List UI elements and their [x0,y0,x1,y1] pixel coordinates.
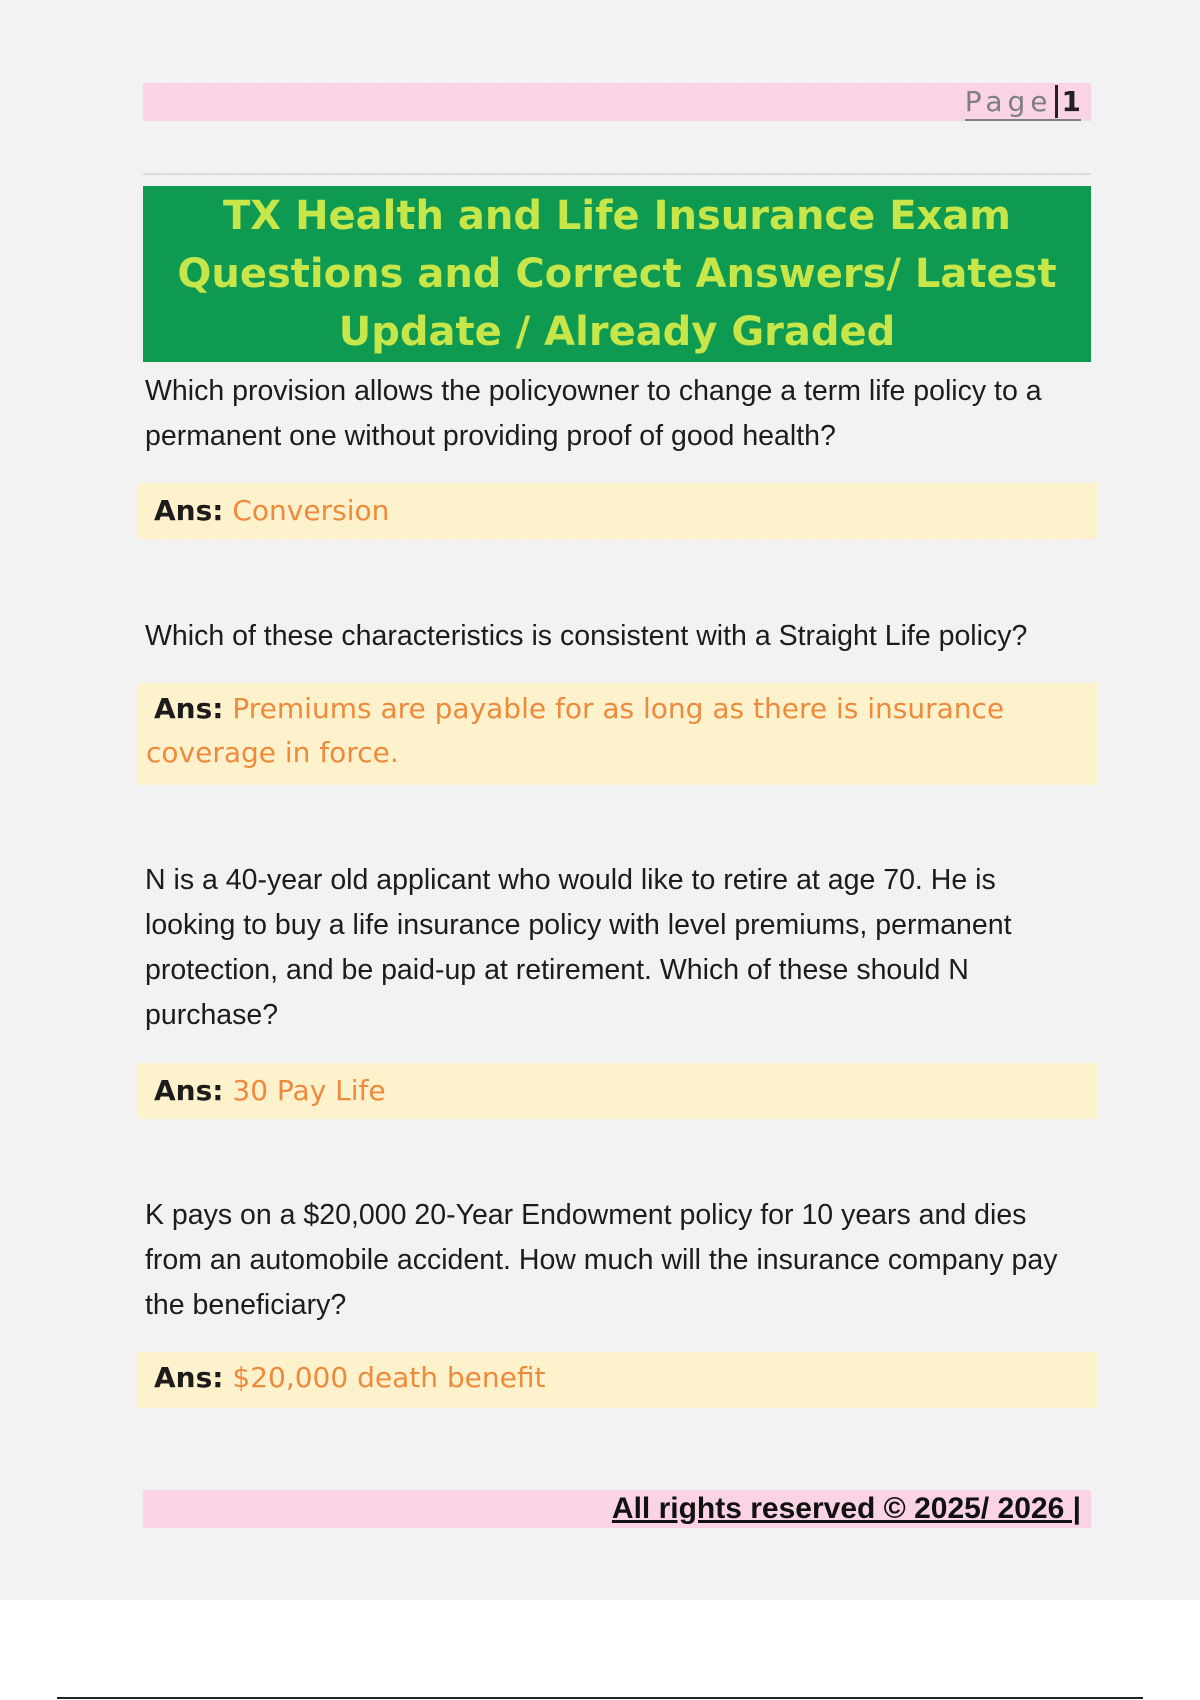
answer-label: Ans: [154,494,224,527]
page-footer [143,1490,1091,1528]
page-label: Page [964,85,1053,118]
page-number-value: 1 [1055,85,1081,118]
question-4: K pays on a $20,000 20-Year Endowment policy for 10 years and dies from an automobile accident. How much will the insurance company pay the beneficiary? [145,1199,1058,1321]
answer-1-box [138,483,1098,539]
answer-2 [146,687,1046,775]
question-3: N is a 40-year old applicant who would like to retire at age 70. He is looking to buy a life insurance policy with level premiums, permanent protection, and be paid-up at retirement. Which of these should N purchase? [145,864,1012,1031]
answer-1 [146,489,1098,533]
title-banner [143,186,1091,362]
next-page-edge [57,1697,1143,1699]
question-1: Which provision allows the policyowner to change a term life policy to a permanent one without providing proof of good health? [145,375,1042,452]
page-header [143,83,1091,121]
answer-4 [146,1356,1098,1400]
answer-4-box [138,1352,1098,1408]
answer-2-text: Premiums are payable for as long as there is insurance coverage in force. [146,692,1005,769]
answer-label: Ans: [154,1074,224,1107]
answer-label: Ans: [154,692,224,725]
copyright-notice: All rights reserved © 2025/ 2026 | [611,1492,1081,1525]
answer-1-text: Conversion [232,494,390,527]
page-number [965,85,1081,121]
question-2: Which of these characteristics is consistent with a Straight Life policy? [145,620,1028,652]
answer-2-box [138,683,1098,785]
answer-label: Ans: [154,1361,224,1394]
answer-4-text: $20,000 death benefit [232,1361,546,1394]
answer-3 [146,1069,1098,1113]
header-divider [143,173,1091,175]
answer-3-text: 30 Pay Life [232,1074,386,1107]
document-title: TX Health and Life Insurance Exam Questions and Correct Answers/ Latest Update / Already Graded [177,193,1057,355]
answer-3-box [138,1063,1098,1119]
